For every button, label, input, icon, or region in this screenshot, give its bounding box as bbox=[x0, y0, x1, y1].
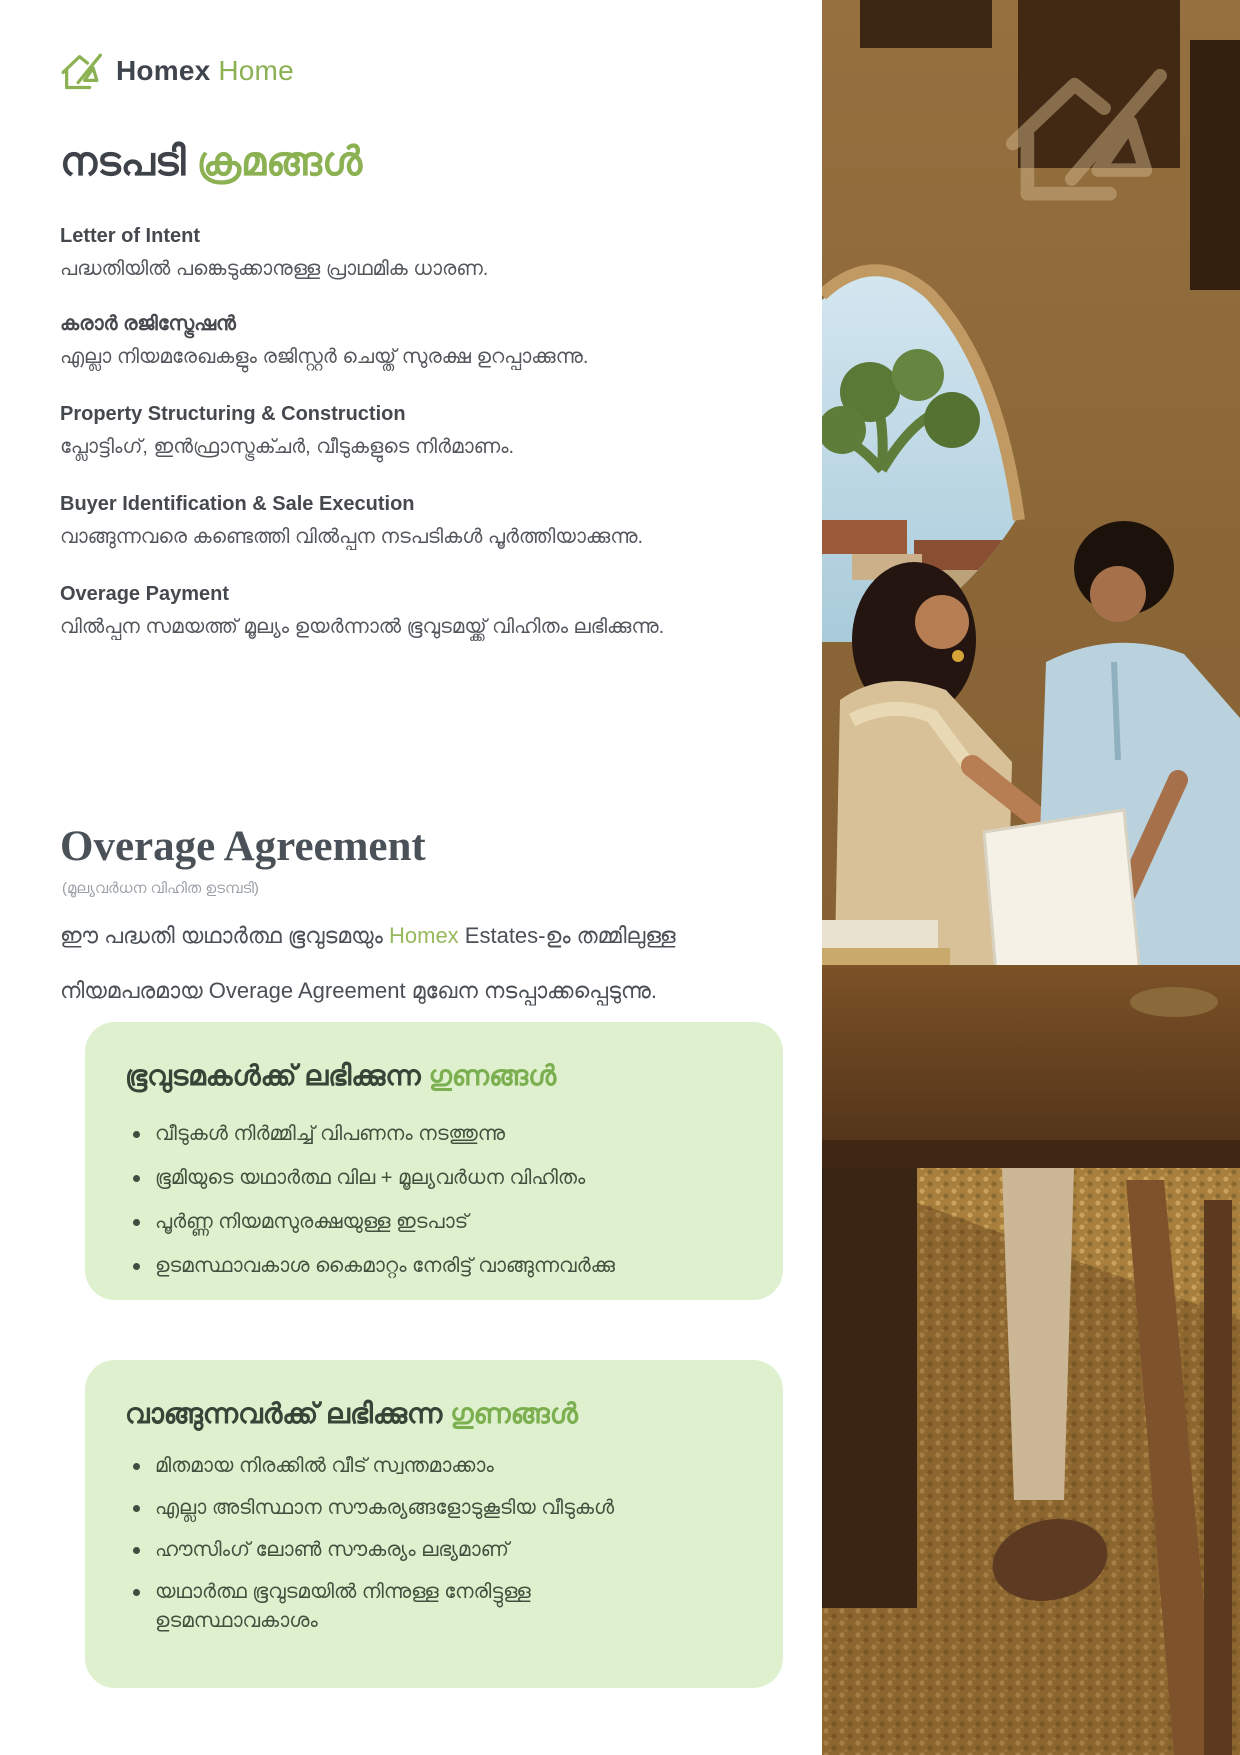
process-step-5 bbox=[60, 580, 740, 642]
list-item: വീടുകൾ നിർമ്മിച്ച് വിപണനം നടത്തുന്നു bbox=[125, 1120, 685, 1149]
process-step-3 bbox=[60, 400, 740, 462]
landowner-benefits-box bbox=[85, 1022, 783, 1300]
step-description: വാങ്ങുന്നവരെ കണ്ടെത്തി വിൽപ്പന നടപടികൾ പൂർത്തിയാക്കുന്നു. bbox=[60, 526, 644, 548]
landowner-benefits-list bbox=[125, 1120, 743, 1281]
step-title: Property Structuring & Construction bbox=[60, 403, 406, 425]
homex-house-logo-icon bbox=[58, 50, 104, 92]
step-title: Letter of Intent bbox=[60, 225, 200, 247]
landowner-benefits-heading: ഭൂവുടമകൾക്ക് ലഭിക്കുന്ന ഗുണങ്ങൾ bbox=[125, 1060, 557, 1091]
agreement-subtitle: (മൂല്യവർധന വിഹിത ഉടമ്പടി) bbox=[62, 880, 259, 897]
list-item: എല്ലാ അടിസ്ഥാന സൗകര്യങ്ങളോടുകൂടിയ വീടുകൾ bbox=[125, 1494, 685, 1523]
step-description: വിൽപ്പന സമയത്ത് മൂല്യം ഉയർന്നാൽ ഭൂവുടമയ്ക്ക് വിഹിതം ലഭിക്കുന്നു. bbox=[60, 616, 665, 638]
process-step-2 bbox=[60, 310, 740, 372]
step-title: Overage Payment bbox=[60, 583, 229, 605]
step-description: എല്ലാ നിയമരേഖകളും രജിസ്റ്റർ ചെയ്ത് സുരക്ഷ ഉറപ്പാക്കുന്നു. bbox=[60, 346, 589, 368]
couple-reviewing-documents-photo bbox=[822, 0, 1240, 1755]
step-title: കരാർ രജിസ്ട്രേഷൻ bbox=[60, 313, 236, 335]
list-item: യഥാർത്ഥ ഭൂവുടമയിൽ നിന്നുള്ള നേരിട്ടുള്ള ഉടമസ്ഥാവകാശം bbox=[125, 1578, 685, 1636]
list-item: ഉടമസ്ഥാവകാശ കൈമാറ്റം നേരിട്ട് വാങ്ങുന്നവർക്കു bbox=[125, 1252, 685, 1281]
buyer-benefits-box bbox=[85, 1360, 783, 1688]
list-item: മിതമായ നിരക്കിൽ വീട് സ്വന്തമാക്കാം bbox=[125, 1452, 685, 1481]
list-item: പൂർണ്ണ നിയമസുരക്ഷയുള്ള ഇടപാട് bbox=[125, 1208, 685, 1237]
brand-mention: Homex bbox=[389, 923, 459, 948]
process-step-4 bbox=[60, 490, 740, 552]
homex-logo bbox=[58, 50, 294, 92]
step-description: പദ്ധതിയിൽ പങ്കെടുക്കാനുള്ള പ്രാഥമിക ധാരണ. bbox=[60, 258, 489, 280]
list-item: ഭൂമിയുടെ യഥാർത്ഥ വില + മൂല്യവർധന വിഹിതം bbox=[125, 1164, 685, 1193]
agreement-title: Overage Agreement bbox=[60, 823, 426, 870]
logo-wordmark: Homex Home bbox=[116, 55, 294, 86]
buyer-benefits-heading: വാങ്ങുന്നവർക്ക് ലഭിക്കുന്ന ഗുണങ്ങൾ bbox=[125, 1398, 578, 1429]
step-description: പ്ലോട്ടിംഗ്, ഇൻഫ്രാസ്ട്രക്ചർ, വീടുകളുടെ നിർമാണം. bbox=[60, 436, 515, 458]
page-title: നടപടി ക്രമങ്ങൾ bbox=[60, 140, 363, 184]
agreement-paragraph: ഈ പദ്ധതി യഥാർത്ഥ ഭൂവുടമയും Homex Estates-ഉം തമ്മിലുള്ള നിയമപരമായ Overage Agreement മുഖേന നടപ്പാക്കപ്പെടുന്നു. bbox=[60, 923, 676, 1003]
buyer-benefits-list bbox=[125, 1452, 743, 1636]
process-step-1 bbox=[60, 222, 740, 284]
step-title: Buyer Identification & Sale Execution bbox=[60, 493, 415, 515]
list-item: ഹൗസിംഗ് ലോൺ സൗകര്യം ലഭ്യമാണ് bbox=[125, 1536, 685, 1565]
